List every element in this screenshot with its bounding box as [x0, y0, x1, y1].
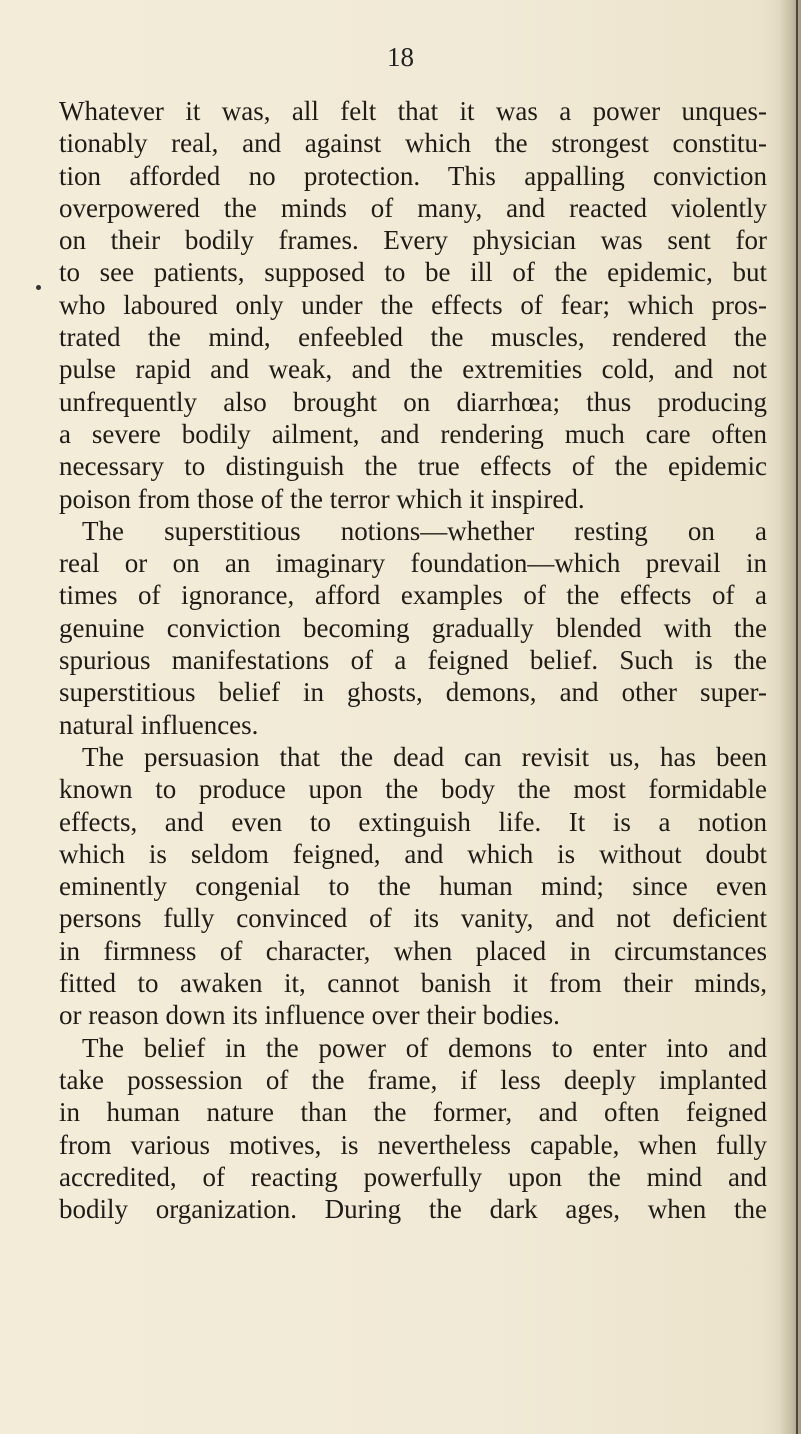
- text-line: natural influences.: [59, 709, 259, 740]
- text-line: on their bodily frames. Every physician was sent for: [59, 225, 767, 256]
- page-number: 18: [387, 42, 414, 72]
- text-line: overpowered the minds of many, and reacted violently: [59, 192, 767, 223]
- text-line: real or on an imaginary foundation—which prevail in: [59, 548, 767, 579]
- text-line: from various motives, is nevertheless capable, when fully: [59, 1129, 767, 1160]
- paragraph-start: The superstitious notions—whether resting on a: [82, 515, 767, 546]
- text-line: or reason down its influence over their bodies.: [59, 1000, 560, 1031]
- text-line: eminently congenial to the human mind; since even: [59, 871, 767, 902]
- text-line: tionably real, and against which the strongest constitu-: [59, 128, 767, 159]
- text-line: genuine conviction becoming gradually blended with the: [59, 612, 767, 643]
- text-line: bodily organization. During the dark ages, when the: [59, 1194, 767, 1225]
- text-line: unfrequently also brought on diarrhœa; thus producing: [59, 386, 767, 417]
- text-line: who laboured only under the effects of fear; which pros-: [59, 289, 767, 320]
- text-line: accredited, of reacting powerfully upon the mind and: [59, 1161, 767, 1192]
- margin-mark: [36, 285, 41, 290]
- text-line: times of ignorance, afford examples of the effects of a: [59, 580, 767, 611]
- body-text: [59, 95, 767, 1225]
- text-line: to see patients, supposed to be ill of the epidemic, but: [59, 257, 767, 288]
- text-line: necessary to distinguish the true effects of the epidemic: [59, 451, 767, 482]
- text-line: pulse rapid and weak, and the extremities cold, and not: [59, 354, 767, 385]
- text-line: known to produce upon the body the most formidable: [59, 774, 767, 805]
- paragraph-start: The belief in the power of demons to enter into and: [82, 1032, 767, 1063]
- text-line: poison from those of the terror which it inspired.: [59, 483, 585, 514]
- text-line: persons fully convinced of its vanity, and not deficient: [59, 903, 767, 934]
- text-line: take possession of the frame, if less deeply implanted: [59, 1064, 767, 1095]
- text-line: which is seldom feigned, and which is without doubt: [59, 838, 767, 869]
- text-line: in firmness of character, when placed in circumstances: [59, 935, 767, 966]
- text-line: tion afforded no protection. This appalling conviction: [59, 160, 767, 191]
- text-line: in human nature than the former, and often feigned: [59, 1097, 767, 1128]
- text-line: fitted to awaken it, cannot banish it from their minds,: [59, 968, 767, 999]
- text-line: trated the mind, enfeebled the muscles, rendered the: [59, 322, 767, 353]
- page-edge-line: [796, 0, 798, 1434]
- text-line: spurious manifestations of a feigned belief. Such is the: [59, 645, 767, 676]
- text-line: effects, and even to extinguish life. It is a notion: [59, 806, 767, 837]
- text-line: superstitious belief in ghosts, demons, and other super-: [59, 677, 767, 708]
- text-line: a severe bodily ailment, and rendering much care often: [59, 418, 767, 449]
- paragraph-start: The persuasion that the dead can revisit us, has been: [82, 741, 767, 772]
- text-line: Whatever it was, all felt that it was a power unques-: [59, 96, 767, 126]
